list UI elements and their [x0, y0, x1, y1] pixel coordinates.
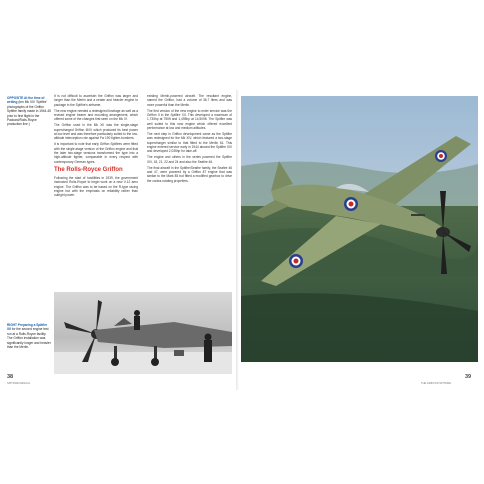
caption-top-body: (ten Mk XIV 'Spitfire' photographs of the Griffon Spitfire family made in 1944-45 prior to first flight in the Packard/Rolls-Royce production line.) — [7, 100, 51, 127]
paragraph: It is not difficult to ascertain the Griffon was larger and longer than the Merlin and a neater and heavier engine to package in the Spitfire's airframe. — [54, 94, 138, 107]
text-column-2 — [147, 94, 232, 185]
paragraph: It is important to note that early Griffon Spitfires were fitted with the single-stage version of the Griffon engine and that the later two-stage versions transformed the type into a high-altitude fighter, comparable in every respect with contemporary German types. — [54, 142, 138, 164]
caption-bottom-body: for the second engine test run at a Rolls-Royce facility. The Griffon installation was significantly longer and heavier than the Merlin. — [7, 327, 51, 350]
running-footer-left: SPITFIRE MANUAL — [7, 382, 31, 385]
roundel-far-wing — [435, 150, 447, 162]
caption-bottom — [7, 323, 51, 349]
paragraph: The next step in Griffon development came as the Spitfire was redesigned for the Mk XIV, which featured a two-stage supercharger similar to that fitted to the Merlin 61. This engine entered service early in 1944 aboard the Spitfire XIV and developed 2,035hp for take-off. — [147, 131, 232, 154]
caption-top — [7, 96, 51, 127]
caption-top-lead: OPPOSITE At the time of writing — [7, 96, 45, 105]
historic-photo-illustration — [54, 292, 232, 374]
paragraph: The Griffon used in the Mk XII was the single-stage supercharged Griffon III/IV which produced its best power at low level and was therefore particularly suited to the low-altitude interception role against Fw 190 fighter-bombers. — [54, 123, 138, 141]
book-spread — [4, 90, 480, 390]
roundel-near-wing — [289, 254, 303, 268]
page-number-left: 38 — [7, 374, 14, 380]
page-number-right: 39 — [465, 374, 472, 380]
paragraph: The engine and others in the series powered the Spitfire XIV, 18, 21, 22 and 24 and also the Seafire 46. — [147, 155, 232, 164]
spitfire-flight-illustration — [241, 96, 478, 362]
paragraph: The first version of the new engine to enter service was the Griffon II in the Spitfire XII. This developed a maximum of 1,735hp at 750ft and 1,495hp at 14,500ft. The Spitfire was well suited to this new engine which offered excellent performance at low and medium altitudes. — [147, 108, 232, 130]
section-subhead: The Rolls-Royce Griffon — [54, 166, 123, 173]
running-footer-right: THE GRIFFON SPITFIRE — [421, 382, 451, 385]
paragraph: Following the start of hostilities in 1939, the government instructed Rolls-Royce to begin work on a new V-12 aero engine. The Griffon was to be based on the R-type racing engine but with the emphasis on reliability rather than outright power. — [54, 175, 138, 198]
roundel-fuselage — [344, 197, 358, 211]
left-page — [4, 90, 236, 390]
historic-photo-spitfire-engine — [54, 292, 232, 374]
text-column-1 — [54, 94, 138, 199]
paragraph: The new engine needed a redesigned fuselage as well as a revised engine bearer and mounting arrangement, which offered some of the changes first seen on the Mk IV. — [54, 108, 138, 122]
right-page — [239, 90, 480, 390]
caption-bottom-lead: RIGHT Preparing a Spitfire XII — [7, 323, 48, 332]
photo-spitfire-in-flight — [241, 96, 478, 362]
paragraph: The final aircraft in the Spitfire/Seafire family, the Seafire 46 and 47, were powered by a Griffon 87 engine that was similar to the Mark 85 but fitted a modified gearbox to drive the contra-rotating propellers. — [147, 165, 232, 183]
paragraph: existing Merlin-powered aircraft. The resultant engine, named the Griffon, had a volume of 36.7 litres and was more powerful than the Merlin. — [147, 94, 232, 107]
